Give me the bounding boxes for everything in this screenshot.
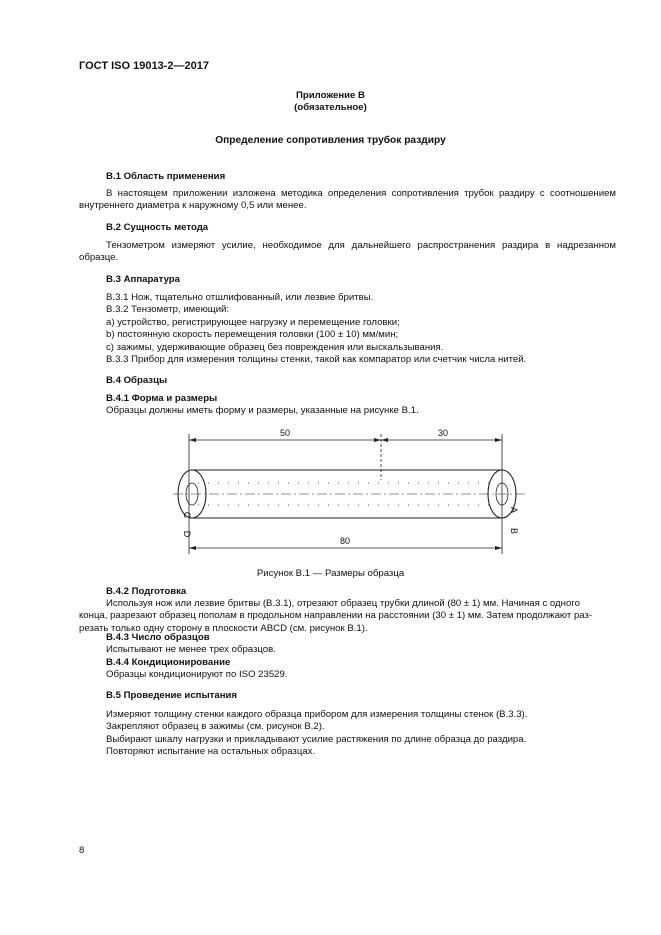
point-d-label: D: [182, 530, 192, 538]
section-b1-text: В настоящем приложении изложена методика определения сопротивления трубок раздиру с соотношением внутреннего диаметра к наружному 0,5 или менее.: [79, 188, 616, 212]
figure-caption: Рисунок В.1 — Размеры образца: [256, 568, 405, 579]
point-b-label: B: [509, 527, 519, 535]
paragraph-line: конца, разрезают образец пополам в продольном направлении на расстоянии (30 ± 1) мм. Затем продолжают раз-: [79, 610, 593, 622]
section-b42-heading: В.4.2 Подготовка: [106, 586, 187, 597]
list-item: с) зажимы, удерживающие образец без повреждения или выскальзывания.: [106, 341, 444, 353]
list-item: В.3.1 Нож, тщательно отшлифованный, или лезвие бритвы.: [106, 292, 374, 303]
list-item: Закрепляют образец в зажимы (см. рисунок В.2).: [106, 721, 325, 733]
list-item: Измеряют толщину стенки каждого образца прибором для измерения толщины стенок (В.3.3).: [106, 709, 528, 720]
appendix-title: Приложение В: [296, 90, 365, 101]
list-item: В.3.2 Тензометр, имеющий:: [106, 304, 230, 316]
section-b1-heading: В.1 Область применения: [106, 171, 226, 182]
list-item: b) постоянную скорость перемещения головки (100 ± 10) мм/мин;: [106, 329, 399, 341]
section-b42-text: [79, 598, 616, 635]
section-b4-heading: В.4 Образцы: [106, 375, 168, 386]
paragraph-line: резать только одну сторону в плоскости ABCD (см. рисунок В.1).: [79, 622, 368, 634]
dimension-80-label: 80: [339, 536, 351, 546]
page-number: 8: [79, 845, 85, 856]
point-c-label: C: [182, 511, 192, 519]
point-a-label: A: [509, 506, 519, 514]
section-b41-text: Образцы должны иметь форму и размеры, указанные на рисунке В.1.: [106, 405, 419, 416]
list-item: В.3.3 Прибор для измерения толщины стенки, такой как компаратор или счетчик числа нитей.: [106, 354, 527, 366]
section-b5-heading: В.5 Проведение испытания: [106, 690, 237, 701]
list-item: а) устройство, регистрирующее нагрузку и перемещение головки;: [106, 316, 400, 328]
main-title: Определение сопротивления трубок раздиру: [215, 135, 446, 146]
section-b44-heading: В.4.4 Кондиционирование: [106, 657, 231, 668]
document-header: ГОСТ ISO 19013-2—2017: [79, 60, 209, 72]
paragraph-line: Используя нож или лезвие бритвы (В.3.1), отрезают образец трубки длиной (80 ± 1) мм. Начиная с одного: [106, 598, 580, 609]
specimen-figure: [165, 420, 535, 560]
section-b3-list: [106, 292, 616, 366]
arrow-top-mid-left: [374, 438, 381, 442]
section-b41-heading: В.4.1 Форма и размеры: [106, 393, 218, 404]
arrow-top-left: [189, 438, 196, 442]
list-item: Выбирают шкалу нагрузки и прикладывают усилие растяжения по длине образца до раздира.: [106, 733, 527, 745]
dimension-30-label: 30: [437, 428, 449, 438]
section-b43-heading: В.4.3 Число образцов: [106, 632, 210, 643]
section-b44-text: Образцы кондиционируют по ISO 23529.: [106, 669, 288, 680]
arrow-top-mid-right: [381, 438, 388, 442]
list-item: Повторяют испытание на остальных образцах.: [106, 746, 316, 758]
arrow-bottom-left: [189, 546, 196, 550]
section-b2-text: Тензометром измеряют усилие, необходимое для дальнейшего распространения раздира в надрезанном образце.: [79, 240, 616, 264]
section-b43-text: Испытывают не менее трех образцов.: [106, 644, 276, 655]
arrow-top-right: [495, 438, 502, 442]
section-b2-heading: В.2 Сущность метода: [106, 222, 209, 233]
section-b3-heading: В.3 Аппаратура: [106, 274, 180, 285]
section-b5-list: [106, 709, 616, 759]
appendix-status: (обязательное): [294, 102, 367, 113]
dimension-50-label: 50: [279, 428, 291, 438]
arrow-bottom-right: [495, 546, 502, 550]
